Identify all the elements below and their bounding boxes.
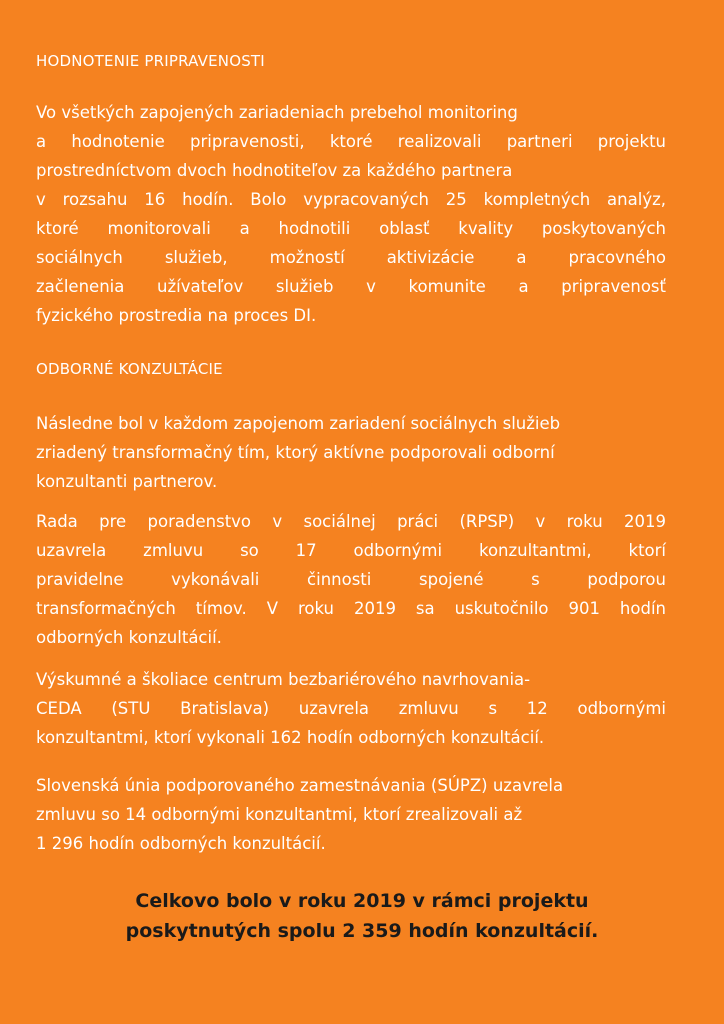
text-line: 1 296 hodín odborných konzultácií.: [36, 834, 326, 853]
text-line: konzultanti partnerov.: [36, 472, 218, 491]
text-line: Slovenská únia podporovaného zamestnávania (SÚPZ) uzavrela: [36, 776, 564, 795]
text-line: Rada pre poradenstvo v sociálnej práci (RPSP) v roku 2019: [36, 512, 666, 531]
text-line: v rozsahu 16 hodín. Bolo vypracovaných 25 kompletných analýz,: [36, 190, 666, 209]
paragraph-transformacny-tim: [36, 409, 666, 496]
paragraph-hodnotenie: [36, 98, 666, 330]
paragraph-ceda: [36, 665, 666, 752]
text-line: začlenenia užívateľov služieb v komunite a pripravenosť: [36, 277, 666, 296]
text-line: a hodnotenie pripravenosti, ktoré realizovali partneri projektu: [36, 132, 666, 151]
text-line: CEDA (STU Bratislava) uzavrela zmluvu s 12 odbornými: [36, 699, 666, 718]
text-line: odborných konzultácií.: [36, 628, 222, 647]
text-line: sociálnych služieb, možností aktivizácie a pracovného: [36, 248, 666, 267]
text-line: Následne bol v každom zapojenom zariadení sociálnych služieb: [36, 414, 561, 433]
text-line: transformačných tímov. V roku 2019 sa uskutočnilo 901 hodín: [36, 599, 666, 618]
text-line: prostredníctvom dvoch hodnotiteľov za každého partnera: [36, 161, 513, 180]
text-line: zriadený transformačný tím, ktorý aktívne podporovali odborní: [36, 443, 555, 462]
summary-total-hours: [0, 886, 724, 946]
text-line: Vo všetkých zapojených zariadeniach prebehol monitoring: [36, 103, 518, 122]
heading-odborne-konzultacie: ODBORNÉ KONZULTÁCIE: [36, 360, 223, 378]
text-line: pravidelne vykonávali činnosti spojené s podporou: [36, 570, 666, 589]
text-line: uzavrela zmluvu so 17 odbornými konzultantmi, ktorí: [36, 541, 666, 560]
summary-line: poskytnutých spolu 2 359 hodín konzultácií.: [125, 920, 599, 942]
text-line: ktoré monitorovali a hodnotili oblasť kvality poskytovaných: [36, 219, 666, 238]
paragraph-rpsp: [36, 507, 666, 652]
heading-hodnotenie-pripravenosti: HODNOTENIE PRIPRAVENOSTI: [36, 52, 265, 70]
paragraph-supz: [36, 771, 666, 858]
text-line: fyzického prostredia na proces DI.: [36, 306, 317, 325]
text-line: zmluvu so 14 odbornými konzultantmi, ktorí zrealizovali až: [36, 805, 523, 824]
text-line: Výskumné a školiace centrum bezbariérového navrhovania-: [36, 670, 531, 689]
summary-line: Celkovo bolo v roku 2019 v rámci projektu: [135, 890, 589, 912]
text-line: konzultantmi, ktorí vykonali 162 hodín odborných konzultácií.: [36, 728, 545, 747]
